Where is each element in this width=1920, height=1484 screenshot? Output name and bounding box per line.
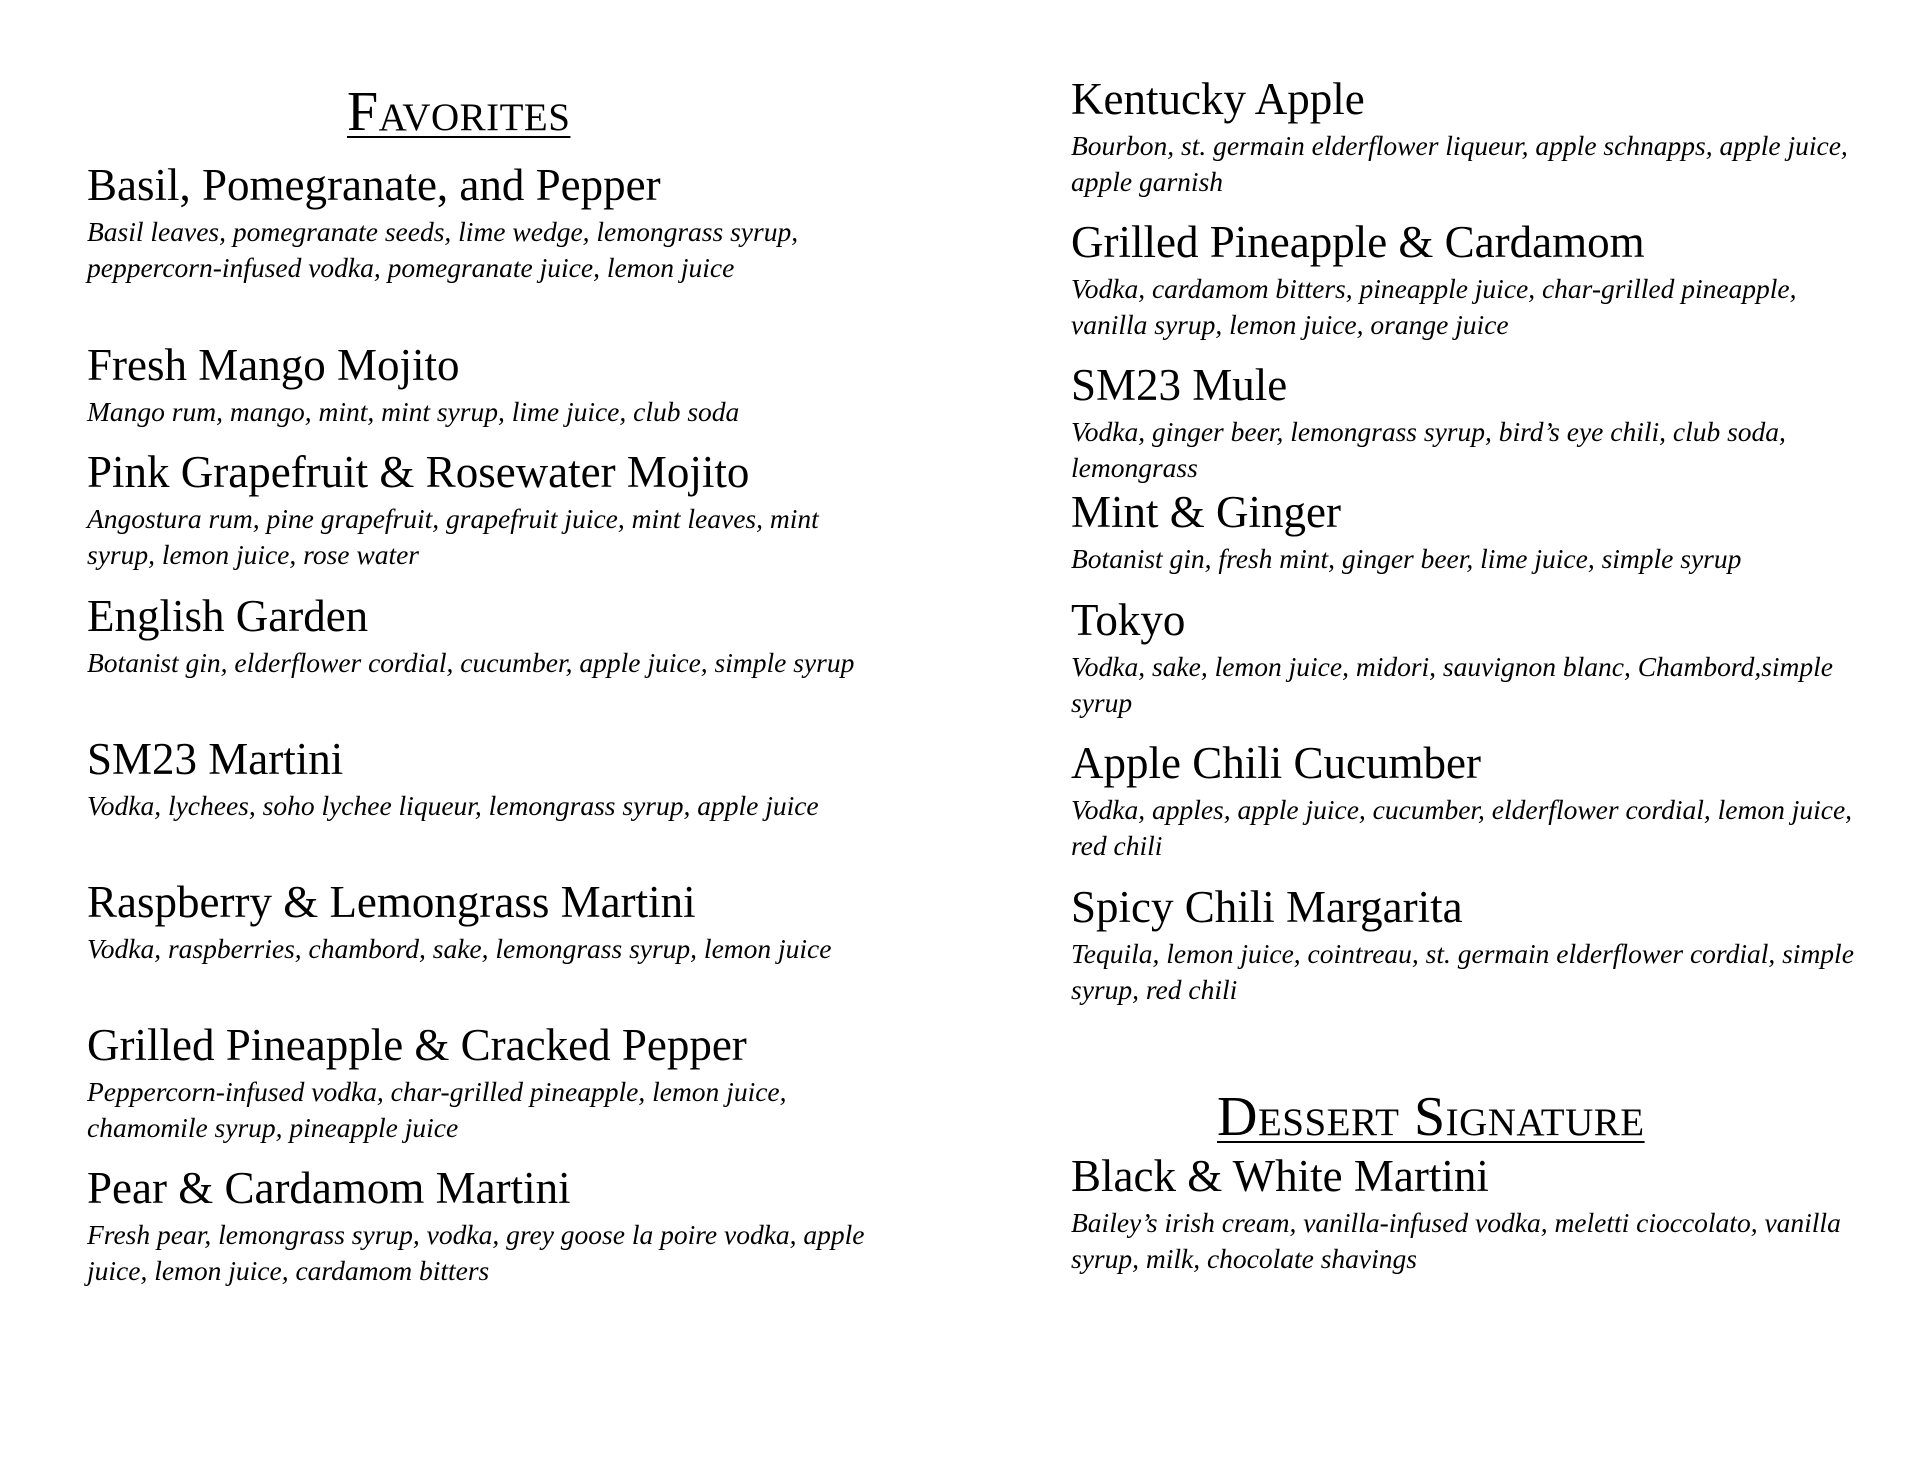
menu-item — [87, 340, 877, 430]
menu-item-description: Botanist gin, fresh mint, ginger beer, lime juice, simple syrup — [1071, 543, 1742, 574]
menu-item-description: Bailey’s irish cream, vanilla-infused vodka, meletti cioccolato, vanilla syrup, milk, chocolate shavings — [1071, 1207, 1841, 1274]
menu-item — [87, 447, 877, 573]
menu-item — [87, 1163, 877, 1289]
menu-item-description: Botanist gin, elderflower cordial, cucumber, apple juice, simple syrup — [87, 647, 855, 678]
menu-item — [1071, 738, 1871, 864]
menu-item-description: Mango rum, mango, mint, mint syrup, lime juice, club soda — [87, 396, 740, 427]
menu-item-description: Fresh pear, lemongrass syrup, vodka, grey goose la poire vodka, apple juice, lemon juice, cardamom bitters — [87, 1219, 865, 1286]
menu-item-description: Vodka, sake, lemon juice, midori, sauvignon blanc, Chambord,simple syrup — [1071, 651, 1834, 718]
menu-item-description: Tequila, lemon juice, cointreau, st. germain elderflower cordial, simple syrup, red chili — [1071, 938, 1854, 1005]
menu-item-description: Vodka, raspberries, chambord, sake, lemongrass syrup, lemon juice — [87, 933, 832, 964]
menu-item — [1071, 487, 1871, 577]
menu-item — [1071, 1151, 1871, 1277]
menu-item-name: Fresh Mango Mojito — [87, 340, 460, 390]
menu-item-description: Vodka, lychees, soho lychee liqueur, lemongrass syrup, apple juice — [87, 790, 819, 821]
menu-item-name: Apple Chili Cucumber — [1071, 738, 1481, 788]
menu-item-name: SM23 Mule — [1071, 360, 1288, 410]
menu-item — [87, 734, 877, 824]
menu-item — [87, 591, 877, 681]
menu-item — [87, 160, 877, 286]
menu-item — [87, 877, 877, 967]
menu-item — [1071, 217, 1871, 343]
menu-item-description: Vodka, ginger beer, lemongrass syrup, bird’s eye chili, club soda, lemongrass — [1071, 416, 1786, 483]
menu-item-name: Raspberry & Lemongrass Martini — [87, 877, 696, 927]
menu-item-name: English Garden — [87, 591, 369, 641]
dessert-heading: Dessert Signature — [1217, 1086, 1645, 1148]
menu-item-name: Black & White Martini — [1071, 1151, 1489, 1201]
menu-item-description: Vodka, apples, apple juice, cucumber, elderflower cordial, lemon juice, red chili — [1071, 794, 1853, 861]
menu-item — [87, 1020, 877, 1146]
menu-item — [1071, 882, 1871, 1008]
menu-item — [1071, 595, 1871, 721]
menu-item-description: Basil leaves, pomegranate seeds, lime wedge, lemongrass syrup, peppercorn-infused vodka, pomegranate juice, lemon juice — [87, 216, 799, 283]
menu-item-name: Pear & Cardamom Martini — [87, 1163, 571, 1213]
menu-item-name: Basil, Pomegranate, and Pepper — [87, 160, 661, 210]
menu-item-description: Bourbon, st. germain elderflower liqueur, apple schnapps, apple juice, apple garnish — [1071, 130, 1848, 197]
menu-item-name: Tokyo — [1071, 595, 1186, 645]
menu-item-name: SM23 Martini — [87, 734, 344, 784]
menu-item-description: Angostura rum, pine grapefruit, grapefruit juice, mint leaves, mint syrup, lemon juice, rose water — [87, 503, 819, 570]
menu-item-name: Grilled Pineapple & Cardamom — [1071, 217, 1645, 267]
menu-item-name: Spicy Chili Margarita — [1071, 882, 1463, 932]
menu-item-name: Grilled Pineapple & Cracked Pepper — [87, 1020, 747, 1070]
menu-item-description: Peppercorn-infused vodka, char-grilled pineapple, lemon juice, chamomile syrup, pineapple juice — [87, 1076, 787, 1143]
menu-item-name: Mint & Ginger — [1071, 487, 1341, 537]
menu-item — [1071, 360, 1871, 486]
menu-item-description: Vodka, cardamom bitters, pineapple juice, char-grilled pineapple, vanilla syrup, lemon juice, orange juice — [1071, 273, 1797, 340]
menu-item — [1071, 74, 1871, 200]
menu-item-name: Kentucky Apple — [1071, 74, 1365, 124]
favorites-heading: Favorites — [347, 81, 571, 143]
menu-item-name: Pink Grapefruit & Rosewater Mojito — [87, 447, 750, 497]
